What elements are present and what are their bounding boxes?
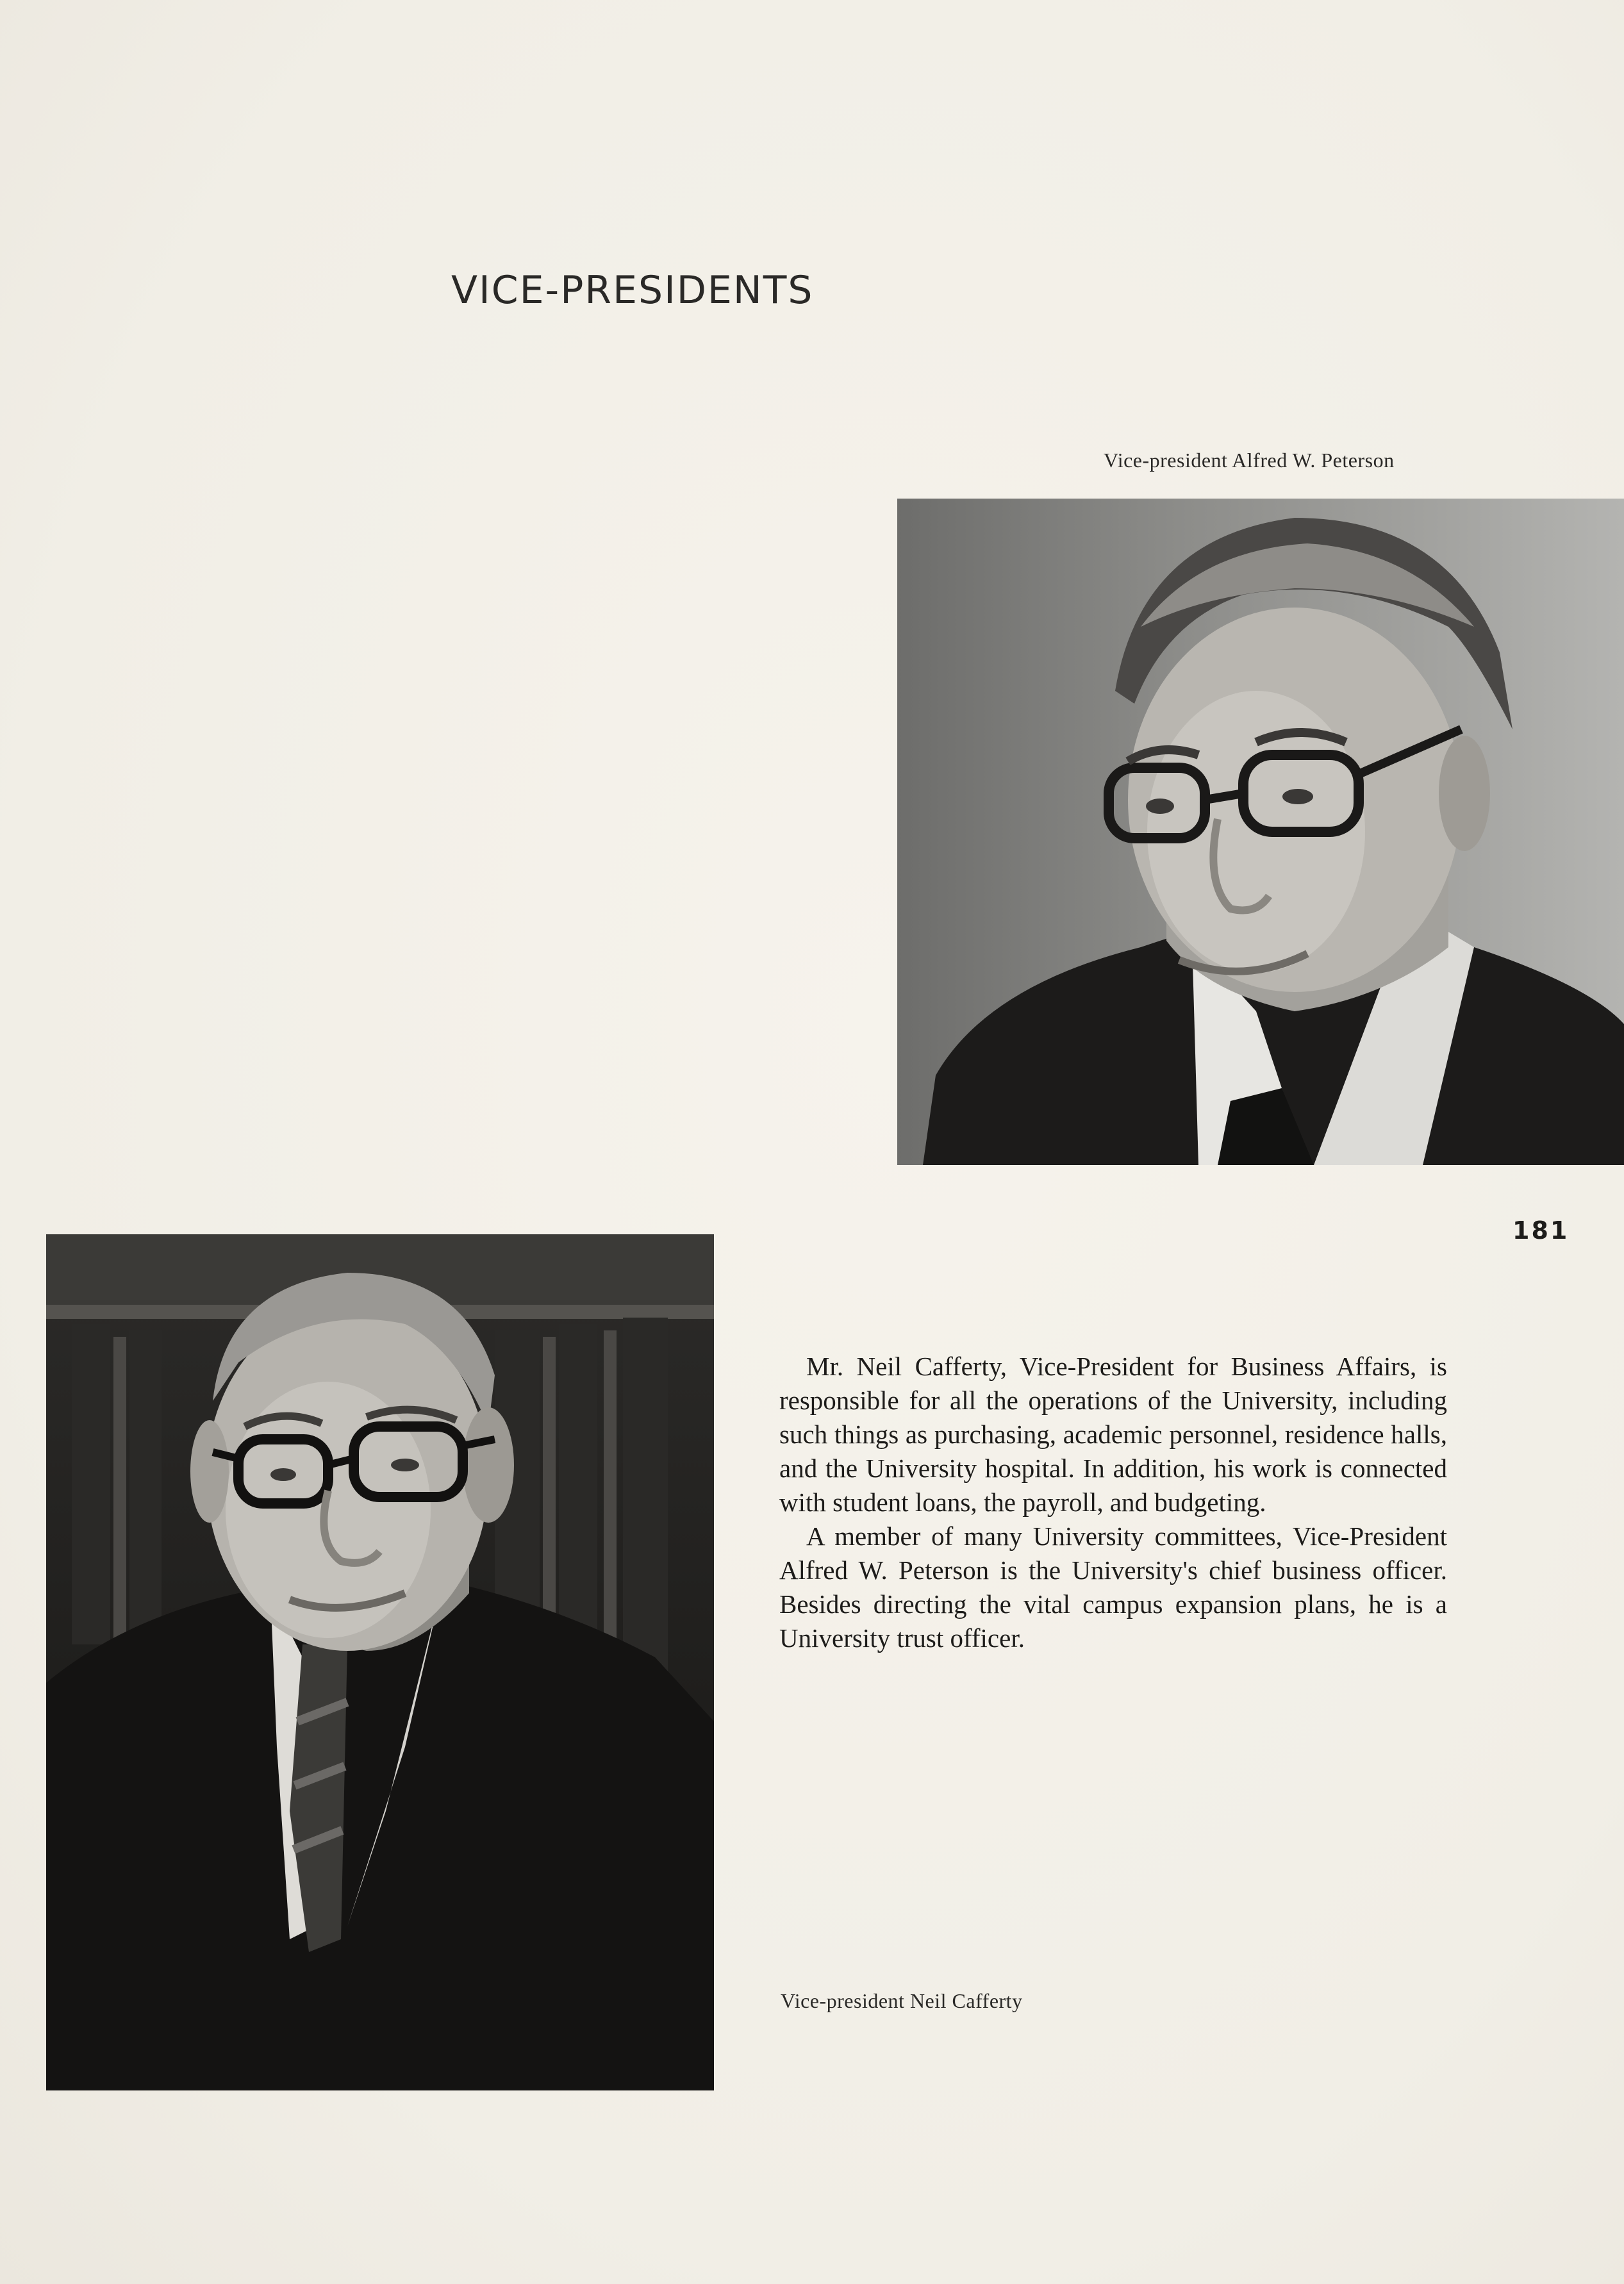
paragraph-peterson: A member of many University committees, Vice-President Alfred W. Peterson is the University's chief business officer. Besides directing the vital campus expansion plans, he is a University trust officer.	[779, 1521, 1447, 1653]
portrait-photo-icon	[897, 499, 1624, 1165]
caption-cafferty: Vice-president Neil Cafferty	[781, 1989, 1023, 2012]
article-body	[779, 1350, 1447, 1655]
paragraph-cafferty: Mr. Neil Cafferty, Vice-President for Business Affairs, is responsible for all the operations of the University, including such things as purchasing, academic personnel, residence halls, and the University hospital. In addition, his work is connected with student loans, the payroll, and budgeting.	[779, 1352, 1447, 1517]
page-title: VICE-PRESIDENTS	[451, 268, 814, 313]
portrait-peterson	[897, 499, 1624, 1165]
portrait-photo-icon	[46, 1234, 714, 2090]
caption-peterson: Vice-president Alfred W. Peterson	[1104, 449, 1395, 472]
page-number: 181	[1512, 1216, 1570, 1245]
portrait-cafferty	[46, 1234, 714, 2090]
